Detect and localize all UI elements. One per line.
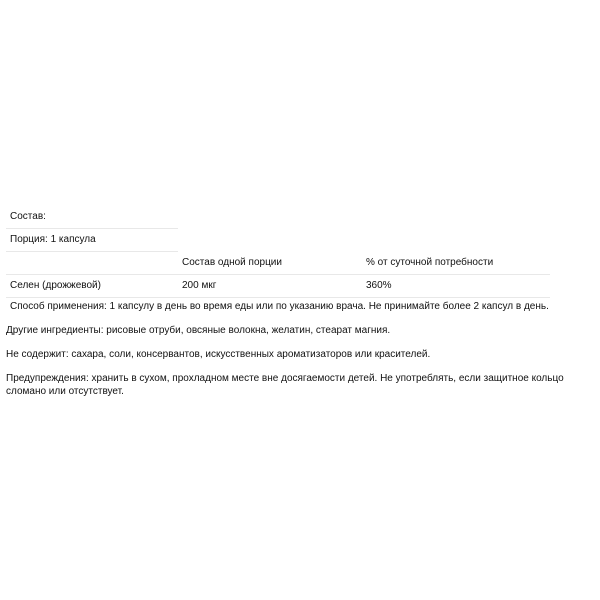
facts-heading-row [6,206,178,229]
supplement-facts-table [6,206,546,298]
other-ingredients: Другие ингредиенты: рисовые отруби, овсяные волокна, желатин, стеарат магния. [6,325,391,336]
free-of-statement: Не содержит: сахара, соли, консервантов, искусственных ароматизаторов или красителей. [6,349,431,360]
warnings: Предупреждения: хранить в сухом, прохладном месте вне досягаемости детей. Не употреблять, если защитное кольцо сломано или отсутствует. [6,373,564,397]
ingredient-name: Селен (дрожжевой) [10,280,101,291]
serving-size-row [6,229,178,252]
ingredient-amount: 200 мкг [182,280,217,291]
usage-instructions: Способ применения: 1 капсулу в день во время еды или по указанию врача. Не принимайте более 2 капсул в день. [10,301,549,312]
column-header-row [6,252,550,275]
column-header-daily-value: % от суточной потребности [366,257,494,268]
serving-size: Порция: 1 капсула [10,234,96,245]
facts-heading: Состав: [10,211,46,222]
ingredient-daily-value: 360% [366,280,392,291]
column-header-per-serving: Состав одной порции [182,257,282,268]
table-row [6,275,550,298]
product-notes [6,300,566,409]
